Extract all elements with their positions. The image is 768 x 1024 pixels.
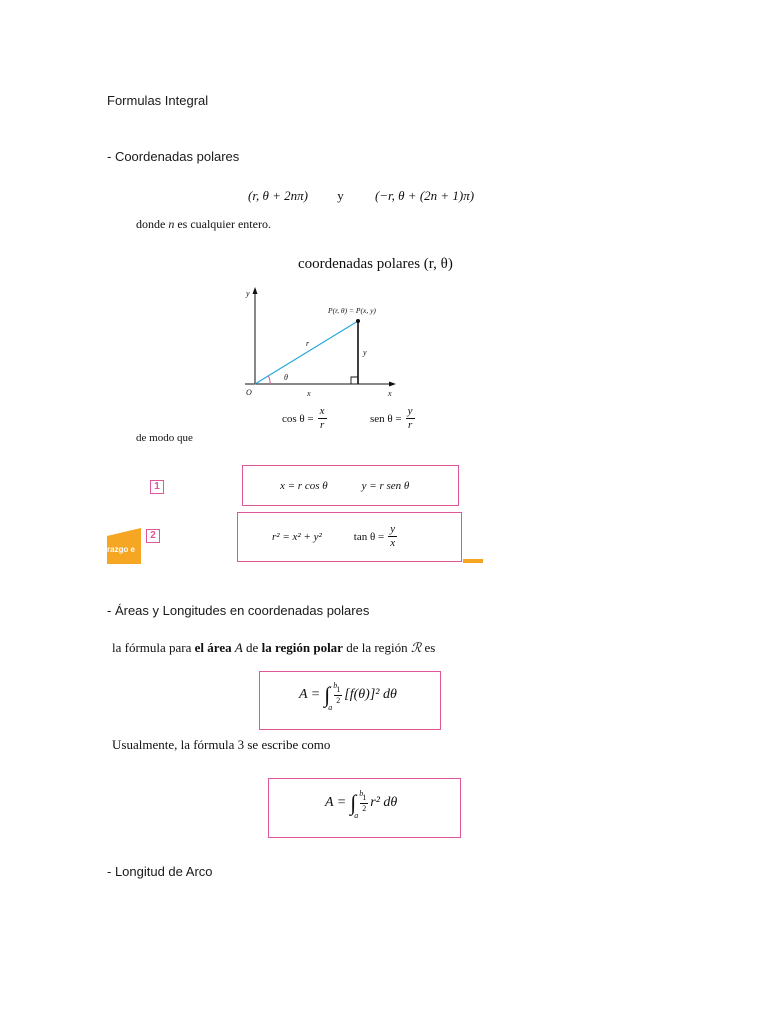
donde-pre: donde [136,217,169,231]
box2-tan: tan θ = [353,530,385,543]
donde-line [136,217,271,232]
theta-label: θ [284,373,288,382]
intro-5: la región polar [261,640,343,655]
box1-y: y = r sen θ [361,480,410,492]
eq-left: (r, θ + 2nπ) [248,188,308,203]
tan-den: x [390,537,396,549]
intro-3: A [234,640,243,655]
r-label: r [306,339,310,348]
x-axis-arrow [389,382,396,387]
limit-lower-1: a [328,703,333,712]
section-heading-polar: - Coordenadas polares [107,149,240,164]
eq-and: y [337,188,344,203]
orange-fragment-text: razgo e [107,545,136,554]
cos-lhs: cos θ = [282,412,314,425]
diagram-title: coordenadas polares (r, θ) [298,256,453,272]
cos-num: x [319,405,325,417]
origin-label: O [246,388,252,397]
sen-relation [370,406,415,431]
sen-den: r [407,419,413,431]
half-num-2: 1 [362,792,367,802]
intro-8: es [421,640,436,655]
formula1-body: [f(θ)]² dθ [344,687,397,702]
right-angle-mark [351,377,358,384]
side-y-label: y [363,348,367,357]
half-den-1: 2 [336,695,341,705]
donde-post: es cualquier entero. [174,217,271,231]
orange-wedge [107,528,141,536]
section-heading-arc: - Longitud de Arco [107,864,213,879]
half-den-2: 2 [362,803,367,813]
integral-sign-2: ∫ b a [350,789,364,820]
formula2-lhs: A = [325,795,347,810]
cos-relation [282,406,327,431]
box1-x: x = r cos θ [280,480,328,492]
sen-lhs: sen θ = [370,412,402,425]
intro-2: el área [194,640,235,655]
cos-fraction [318,406,327,431]
limit-lower-2: a [354,811,359,820]
formula2-body: r² dθ [370,795,398,810]
polar-coordinates-diagram [240,284,400,400]
sen-fraction [406,406,415,431]
half-num-1: 1 [336,684,341,694]
orange-image-fragment [107,528,141,564]
side-x-label: x [307,389,311,398]
axis-y-label: y [246,289,250,298]
donde-var: n [168,217,175,231]
box2-content [272,524,397,549]
limit-upper-1: b [333,681,338,690]
orange-underline-mark [463,559,483,563]
limit-upper-2: b [359,789,364,798]
y-axis-arrow [253,287,258,294]
de-modo-que: de modo que [136,432,193,444]
angle-arc [269,376,271,384]
intro-4: de [242,640,262,655]
box1-content [280,480,409,492]
section-heading-areas: - Áreas y Longitudes en coordenadas polares [107,603,370,618]
point-p [356,319,360,323]
intro-7: ℛ [410,640,422,655]
radius-line [255,321,358,384]
area-intro [112,640,435,656]
intro-1: la fórmula para [112,640,195,655]
axis-x-label: x [388,389,392,398]
formula-number-1: 1 [150,480,164,494]
tan-num: y [390,523,396,535]
box2-left: r² = x² + y² [272,530,322,543]
integral-sign-1: ∫ b a [324,681,338,712]
polar-equivalence [248,188,474,204]
formula1-lhs: A = [299,687,321,702]
area-formula-2 [325,789,398,820]
sen-num: y [407,405,413,417]
eq-right: (−r, θ + (2n + 1)π) [374,188,475,203]
document-title: Formulas Integral [107,93,209,108]
usual-text: Usualmente, la fórmula 3 se escribe como [112,737,331,752]
tan-fraction [388,524,397,549]
intro-6: de la región [342,640,411,655]
formula-number-2: 2 [146,529,160,543]
area-formula-1 [299,681,397,712]
cos-den: r [319,419,325,431]
point-label: P(r, θ) = P(x, y) [328,306,376,315]
